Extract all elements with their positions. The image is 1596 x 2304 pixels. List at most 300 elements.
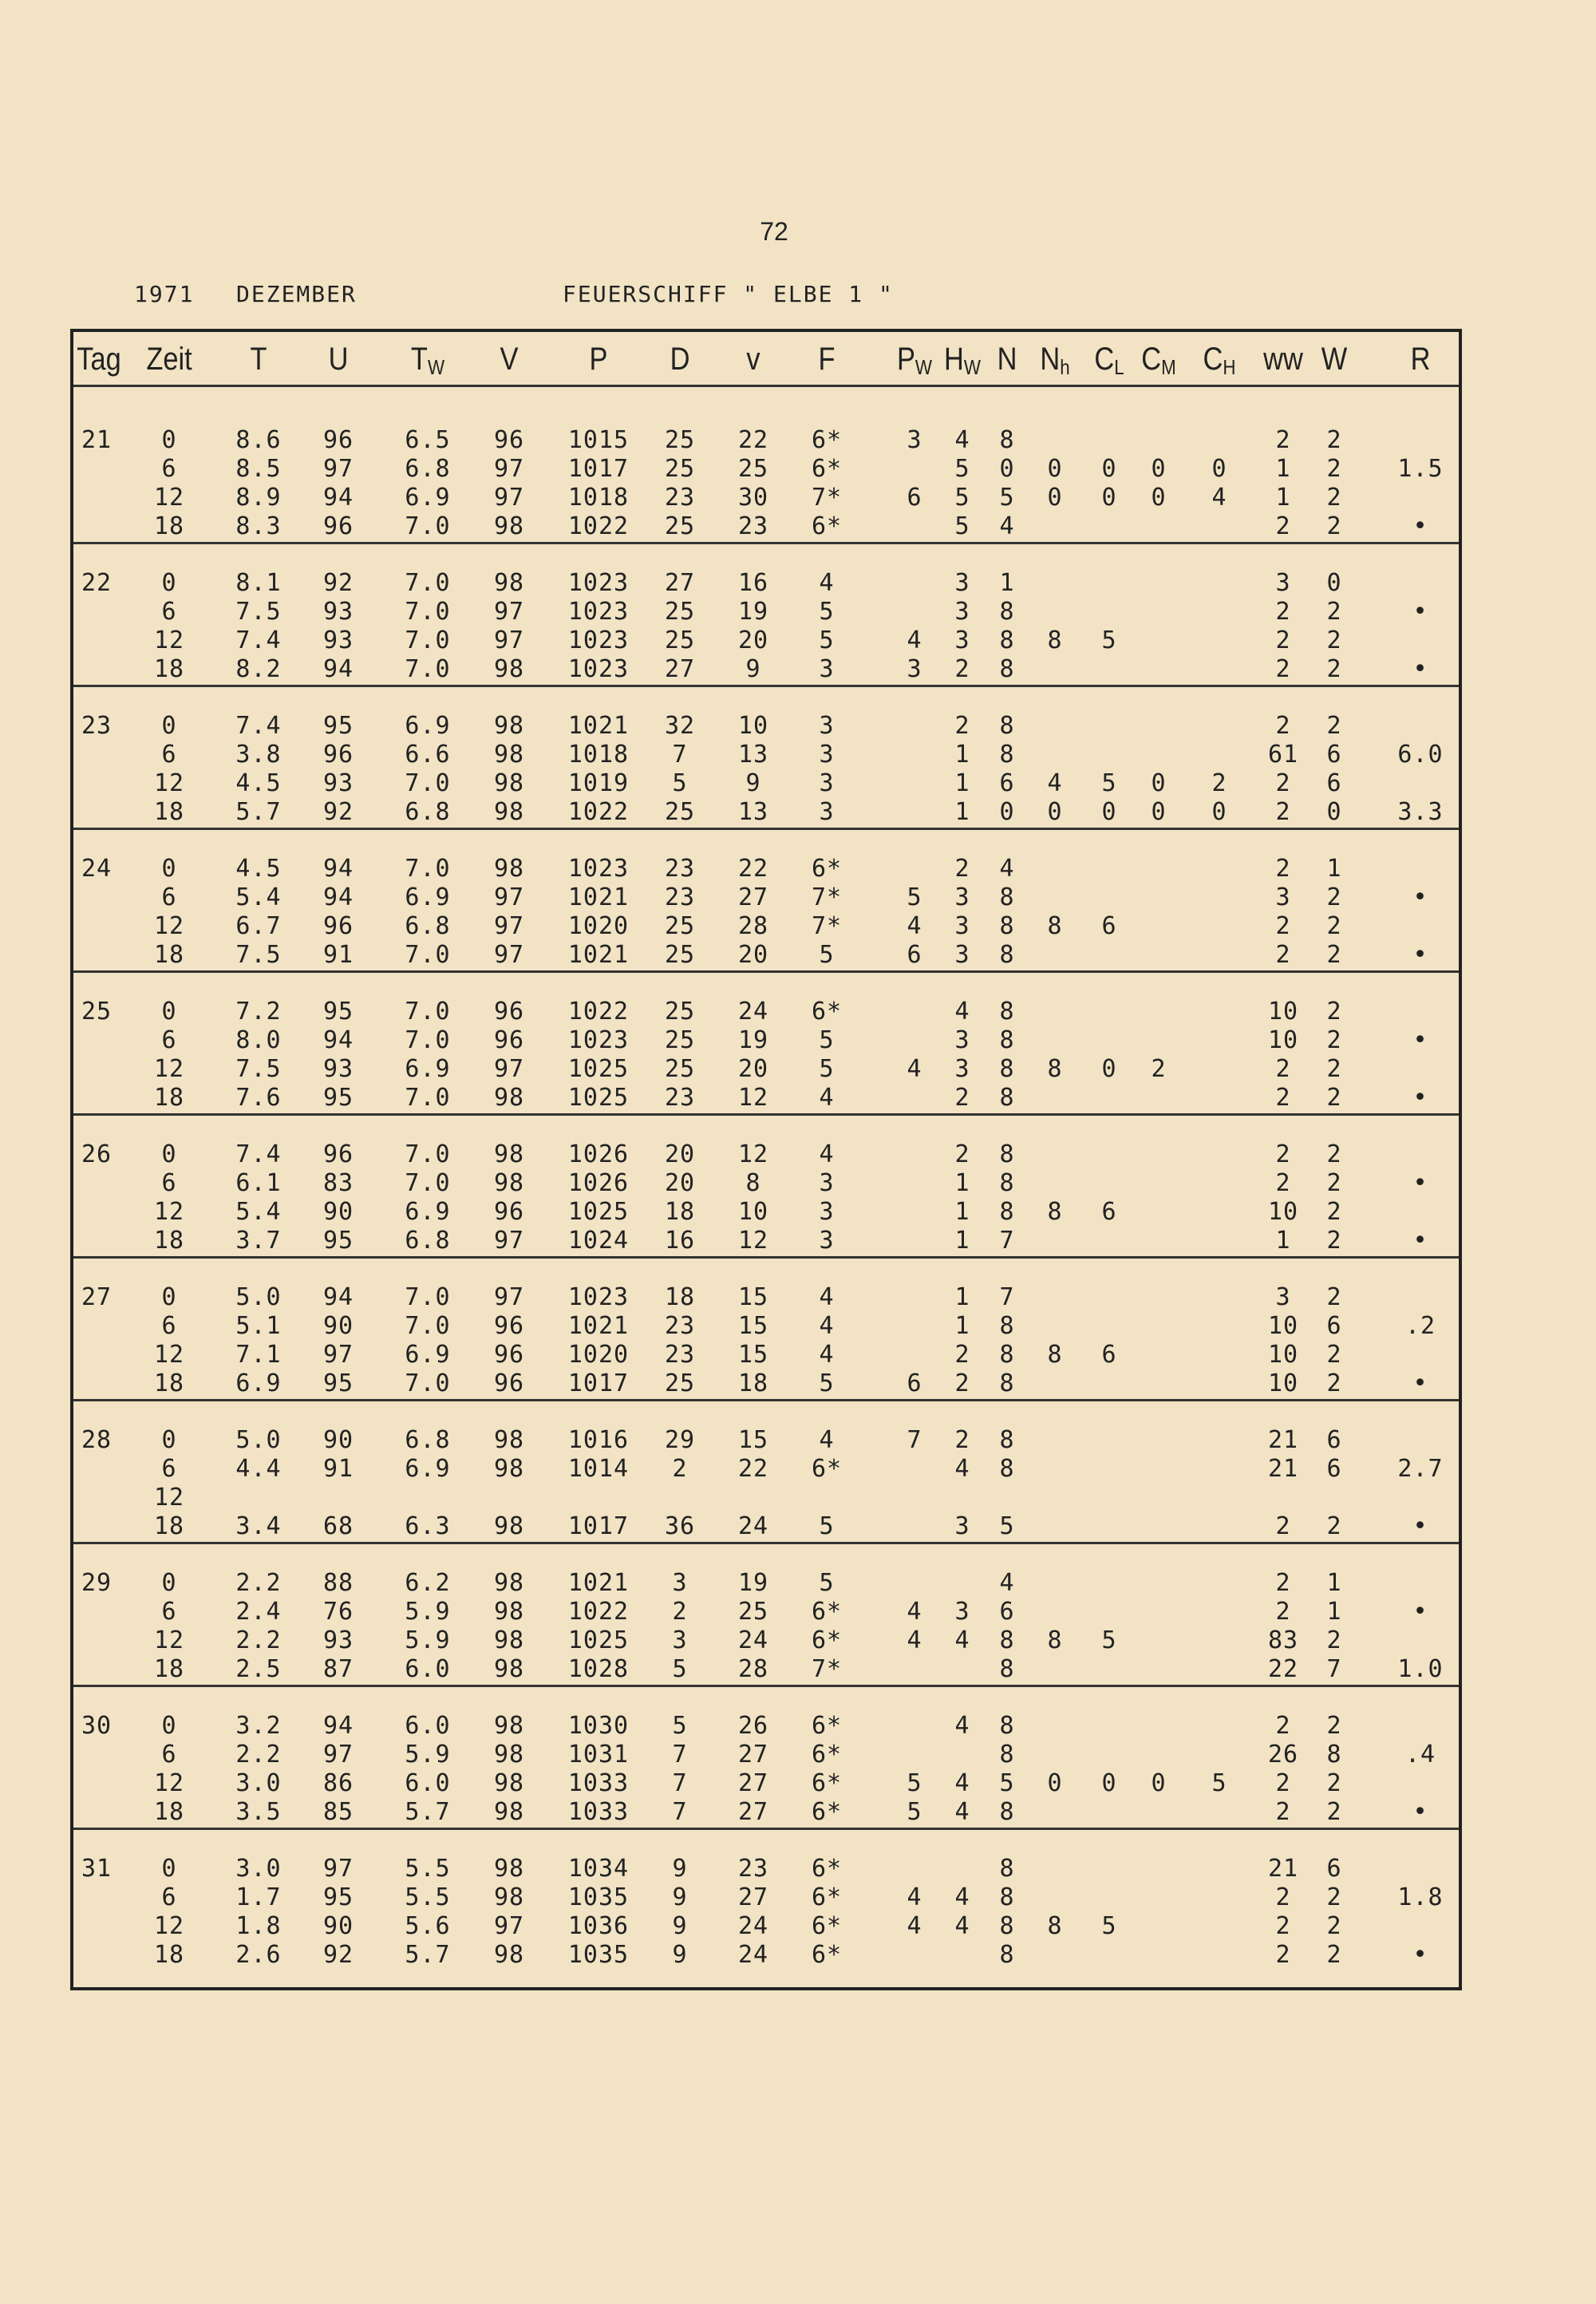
table-cell-u: 95 bbox=[322, 712, 354, 740]
table-cell-zeit: 12 bbox=[153, 1626, 185, 1654]
table-cell-tw: 6.9 bbox=[405, 1055, 451, 1083]
day-separator bbox=[73, 542, 1459, 544]
table-cell-t: 8.6 bbox=[235, 426, 282, 454]
table-cell-zeit: 0 bbox=[161, 1855, 177, 1883]
table-cell-v: 98 bbox=[493, 1598, 525, 1626]
table-cell-pw: 4 bbox=[907, 1598, 922, 1626]
table-cell-n: 8 bbox=[999, 741, 1015, 769]
table-cell-u: 68 bbox=[322, 1512, 354, 1540]
table-cell-d: 20 bbox=[664, 1140, 696, 1168]
table-cell-ww: 2 bbox=[1275, 1140, 1291, 1168]
table-cell-f: 6* bbox=[811, 455, 843, 483]
table-cell-zeit: 6 bbox=[161, 1312, 177, 1340]
table-cell-tw: 7.0 bbox=[405, 1312, 451, 1340]
table-cell-r: • bbox=[1412, 1798, 1428, 1826]
table-cell-ww: 10 bbox=[1267, 1026, 1299, 1054]
table-cell-tw: 5.7 bbox=[405, 1941, 451, 1969]
table-cell-zeit: 6 bbox=[161, 741, 177, 769]
table-cell-tw: 5.9 bbox=[405, 1598, 451, 1626]
table-cell-d: 7 bbox=[672, 741, 688, 769]
table-cell-nh: 8 bbox=[1047, 912, 1063, 940]
table-cell-w: 6 bbox=[1326, 1426, 1342, 1454]
table-cell-d: 25 bbox=[664, 1026, 696, 1054]
table-cell-t: 2.4 bbox=[235, 1598, 282, 1626]
table-cell-cl: 0 bbox=[1101, 484, 1117, 512]
table-cell-zeit: 0 bbox=[161, 1283, 177, 1311]
table-cell-cl: 0 bbox=[1101, 798, 1117, 826]
table-cell-v-speed: 25 bbox=[737, 1598, 769, 1626]
table-cell-nh: 0 bbox=[1047, 484, 1063, 512]
table-cell-cl: 5 bbox=[1101, 1912, 1117, 1940]
column-header-u bbox=[304, 342, 373, 377]
day-tag: 28 bbox=[81, 1426, 113, 1454]
table-cell-pw: 4 bbox=[907, 1883, 922, 1911]
table-cell-v-speed: 27 bbox=[737, 1741, 769, 1769]
table-cell-n: 8 bbox=[999, 1941, 1015, 1969]
table-cell-d: 23 bbox=[664, 484, 696, 512]
table-cell-p: 1031 bbox=[567, 1741, 630, 1769]
table-cell-tw: 6.6 bbox=[405, 741, 451, 769]
table-cell-t: 7.4 bbox=[235, 626, 282, 654]
table-cell-u: 91 bbox=[322, 941, 354, 969]
table-cell-u: 93 bbox=[322, 1055, 354, 1083]
table-cell-ww: 2 bbox=[1275, 1084, 1291, 1112]
table-cell-f: 4 bbox=[819, 1084, 835, 1112]
table-cell-w: 2 bbox=[1326, 598, 1342, 626]
column-header-label: D bbox=[670, 342, 690, 377]
table-cell-v-speed: 19 bbox=[737, 1569, 769, 1597]
table-cell-hw: 1 bbox=[954, 741, 970, 769]
table-cell-p: 1021 bbox=[567, 712, 630, 740]
day-separator bbox=[73, 970, 1459, 973]
table-cell-u: 93 bbox=[322, 769, 354, 797]
table-cell-n: 8 bbox=[999, 912, 1015, 940]
table-cell-v-speed: 19 bbox=[737, 1026, 769, 1054]
table-cell-zeit: 18 bbox=[153, 798, 185, 826]
table-cell-tw: 6.2 bbox=[405, 1569, 451, 1597]
column-header-tw bbox=[393, 342, 462, 380]
table-cell-hw: 4 bbox=[954, 1455, 970, 1483]
table-cell-n: 8 bbox=[999, 883, 1015, 911]
table-cell-ww: 2 bbox=[1275, 1769, 1291, 1797]
table-cell-tw: 6.8 bbox=[405, 1227, 451, 1255]
table-cell-ww: 10 bbox=[1267, 1312, 1299, 1340]
table-cell-d: 2 bbox=[672, 1598, 688, 1626]
table-cell-cl: 0 bbox=[1101, 1769, 1117, 1797]
table-cell-hw: 1 bbox=[954, 1227, 970, 1255]
table-cell-f: 6* bbox=[811, 998, 843, 1026]
table-cell-u: 97 bbox=[322, 455, 354, 483]
table-cell-f: 6* bbox=[811, 855, 843, 883]
day-separator bbox=[73, 828, 1459, 830]
table-cell-p: 1028 bbox=[567, 1655, 630, 1683]
table-cell-v-speed: 18 bbox=[737, 1369, 769, 1397]
table-cell-n: 7 bbox=[999, 1283, 1015, 1311]
table-cell-t: 6.1 bbox=[235, 1169, 282, 1197]
table-cell-v-speed: 10 bbox=[737, 712, 769, 740]
table-cell-v: 98 bbox=[493, 1626, 525, 1654]
table-cell-v-speed: 24 bbox=[737, 1941, 769, 1969]
table-cell-nh: 8 bbox=[1047, 626, 1063, 654]
table-cell-v-speed: 26 bbox=[737, 1712, 769, 1740]
table-cell-hw: 4 bbox=[954, 426, 970, 454]
table-cell-n: 8 bbox=[999, 1084, 1015, 1112]
column-header-label: U bbox=[328, 342, 349, 377]
table-cell-t: 4.4 bbox=[235, 1455, 282, 1483]
table-cell-v: 96 bbox=[493, 426, 525, 454]
table-cell-d: 18 bbox=[664, 1283, 696, 1311]
table-cell-v-speed: 13 bbox=[737, 798, 769, 826]
table-cell-nh: 0 bbox=[1047, 1769, 1063, 1797]
day-tag: 26 bbox=[81, 1140, 113, 1168]
table-cell-hw: 2 bbox=[954, 1341, 970, 1369]
day-separator bbox=[73, 685, 1459, 687]
table-cell-w: 2 bbox=[1326, 1883, 1342, 1911]
table-cell-d: 5 bbox=[672, 1712, 688, 1740]
table-cell-t: 7.5 bbox=[235, 1055, 282, 1083]
table-cell-n: 4 bbox=[999, 855, 1015, 883]
table-cell-v: 98 bbox=[493, 512, 525, 540]
table-cell-u: 90 bbox=[322, 1912, 354, 1940]
table-cell-f: 5 bbox=[819, 598, 835, 626]
table-cell-n: 0 bbox=[999, 798, 1015, 826]
table-cell-hw: 5 bbox=[954, 484, 970, 512]
table-cell-zeit: 6 bbox=[161, 883, 177, 911]
table-cell-tw: 7.0 bbox=[405, 1084, 451, 1112]
table-cell-zeit: 18 bbox=[153, 1941, 185, 1969]
table-cell-zeit: 0 bbox=[161, 426, 177, 454]
column-header-subscript: W bbox=[915, 355, 933, 379]
table-cell-n: 8 bbox=[999, 1026, 1015, 1054]
table-cell-d: 3 bbox=[672, 1626, 688, 1654]
table-cell-w: 2 bbox=[1326, 712, 1342, 740]
table-cell-hw: 4 bbox=[954, 1798, 970, 1826]
column-header-p bbox=[564, 342, 633, 377]
table-cell-pw: 5 bbox=[907, 883, 922, 911]
table-cell-hw: 3 bbox=[954, 1055, 970, 1083]
column-header-label: H bbox=[944, 342, 964, 377]
table-cell-t: 7.4 bbox=[235, 1140, 282, 1168]
table-cell-w: 2 bbox=[1326, 1912, 1342, 1940]
table-cell-u: 76 bbox=[322, 1598, 354, 1626]
table-cell-p: 1014 bbox=[567, 1455, 630, 1483]
table-cell-n: 8 bbox=[999, 1198, 1015, 1226]
table-cell-d: 25 bbox=[664, 998, 696, 1026]
table-cell-p: 1018 bbox=[567, 484, 630, 512]
table-cell-n: 8 bbox=[999, 1169, 1015, 1197]
table-cell-w: 8 bbox=[1326, 1741, 1342, 1769]
table-cell-v-speed: 22 bbox=[737, 855, 769, 883]
table-cell-t: 7.5 bbox=[235, 598, 282, 626]
table-cell-v: 96 bbox=[493, 1312, 525, 1340]
table-cell-zeit: 6 bbox=[161, 1455, 177, 1483]
table-cell-n: 8 bbox=[999, 712, 1015, 740]
table-cell-f: 6* bbox=[811, 1912, 843, 1940]
table-cell-t: 7.1 bbox=[235, 1341, 282, 1369]
table-cell-p: 1025 bbox=[567, 1626, 630, 1654]
table-cell-d: 23 bbox=[664, 1084, 696, 1112]
table-cell-hw: 4 bbox=[954, 1883, 970, 1911]
header-ship: FEUERSCHIFF " ELBE 1 " bbox=[563, 281, 894, 307]
table-cell-ww: 2 bbox=[1275, 1512, 1291, 1540]
table-cell-p: 1017 bbox=[567, 1369, 630, 1397]
table-cell-tw: 5.5 bbox=[405, 1855, 451, 1883]
table-cell-r: 2.7 bbox=[1397, 1455, 1444, 1483]
table-cell-d: 23 bbox=[664, 855, 696, 883]
table-cell-hw: 2 bbox=[954, 1084, 970, 1112]
table-cell-n: 1 bbox=[999, 569, 1015, 597]
table-cell-p: 1025 bbox=[567, 1084, 630, 1112]
table-cell-u: 95 bbox=[322, 1227, 354, 1255]
table-cell-zeit: 12 bbox=[153, 1912, 185, 1940]
table-cell-ww: 1 bbox=[1275, 484, 1291, 512]
table-cell-p: 1026 bbox=[567, 1169, 630, 1197]
table-cell-w: 6 bbox=[1326, 1455, 1342, 1483]
table-cell-f: 5 bbox=[819, 626, 835, 654]
table-cell-u: 95 bbox=[322, 998, 354, 1026]
table-cell-t: 7.4 bbox=[235, 712, 282, 740]
table-cell-u: 95 bbox=[322, 1084, 354, 1112]
table-cell-t: 8.2 bbox=[235, 655, 282, 683]
table-cell-p: 1022 bbox=[567, 1598, 630, 1626]
table-cell-t: 2.2 bbox=[235, 1741, 282, 1769]
table-cell-f: 6* bbox=[811, 1769, 843, 1797]
table-cell-p: 1035 bbox=[567, 1941, 630, 1969]
table-cell-n: 8 bbox=[999, 1912, 1015, 1940]
table-cell-zeit: 6 bbox=[161, 1883, 177, 1911]
table-cell-pw: 6 bbox=[907, 484, 922, 512]
table-cell-t: 2.6 bbox=[235, 1941, 282, 1969]
day-separator bbox=[73, 1256, 1459, 1259]
table-cell-f: 6* bbox=[811, 1712, 843, 1740]
table-cell-cm: 0 bbox=[1151, 484, 1167, 512]
table-cell-w: 6 bbox=[1326, 769, 1342, 797]
table-cell-r: • bbox=[1412, 1941, 1428, 1969]
table-cell-n: 8 bbox=[999, 1312, 1015, 1340]
table-cell-zeit: 18 bbox=[153, 1655, 185, 1683]
table-cell-zeit: 12 bbox=[153, 484, 185, 512]
table-cell-r: • bbox=[1412, 1084, 1428, 1112]
table-cell-v-speed: 12 bbox=[737, 1084, 769, 1112]
table-cell-hw: 1 bbox=[954, 798, 970, 826]
table-cell-n: 8 bbox=[999, 426, 1015, 454]
table-cell-tw: 6.0 bbox=[405, 1655, 451, 1683]
table-cell-hw: 2 bbox=[954, 712, 970, 740]
table-cell-p: 1033 bbox=[567, 1798, 630, 1826]
table-cell-v: 98 bbox=[493, 1569, 525, 1597]
table-cell-v: 98 bbox=[493, 769, 525, 797]
table-cell-tw: 6.9 bbox=[405, 484, 451, 512]
table-cell-w: 2 bbox=[1326, 998, 1342, 1026]
column-header-label: C bbox=[1203, 342, 1223, 377]
table-cell-f: 5 bbox=[819, 1512, 835, 1540]
table-cell-d: 25 bbox=[664, 912, 696, 940]
table-cell-t: 3.0 bbox=[235, 1769, 282, 1797]
table-cell-r: .4 bbox=[1404, 1741, 1436, 1769]
table-cell-f: 6* bbox=[811, 1455, 843, 1483]
table-cell-v: 98 bbox=[493, 1712, 525, 1740]
table-cell-u: 96 bbox=[322, 1140, 354, 1168]
table-cell-w: 2 bbox=[1326, 1055, 1342, 1083]
table-cell-u: 91 bbox=[322, 1455, 354, 1483]
table-cell-v-speed: 15 bbox=[737, 1312, 769, 1340]
table-cell-v: 98 bbox=[493, 1169, 525, 1197]
table-cell-v: 98 bbox=[493, 1941, 525, 1969]
table-cell-zeit: 0 bbox=[161, 712, 177, 740]
table-cell-v: 98 bbox=[493, 1426, 525, 1454]
table-cell-r: 1.8 bbox=[1397, 1883, 1444, 1911]
table-cell-w: 1 bbox=[1326, 855, 1342, 883]
table-cell-ww: 2 bbox=[1275, 1169, 1291, 1197]
table-cell-w: 2 bbox=[1326, 1798, 1342, 1826]
table-cell-p: 1023 bbox=[567, 655, 630, 683]
table-cell-t: 5.0 bbox=[235, 1283, 282, 1311]
table-cell-v: 96 bbox=[493, 1026, 525, 1054]
table-cell-ww: 2 bbox=[1275, 1798, 1291, 1826]
table-cell-cl: 6 bbox=[1101, 912, 1117, 940]
table-cell-u: 85 bbox=[322, 1798, 354, 1826]
table-cell-f: 4 bbox=[819, 1140, 835, 1168]
table-cell-v-speed: 28 bbox=[737, 1655, 769, 1683]
column-header-label: N bbox=[1040, 342, 1061, 377]
table-cell-hw: 2 bbox=[954, 855, 970, 883]
table-cell-f: 5 bbox=[819, 1026, 835, 1054]
table-cell-u: 86 bbox=[322, 1769, 354, 1797]
table-cell-t: 4.5 bbox=[235, 769, 282, 797]
table-cell-f: 6* bbox=[811, 1855, 843, 1883]
table-cell-hw: 4 bbox=[954, 1912, 970, 1940]
table-cell-tw: 5.6 bbox=[405, 1912, 451, 1940]
table-cell-d: 9 bbox=[672, 1883, 688, 1911]
table-cell-n: 8 bbox=[999, 1883, 1015, 1911]
table-cell-tw: 6.0 bbox=[405, 1712, 451, 1740]
table-cell-ww: 21 bbox=[1267, 1455, 1299, 1483]
day-separator bbox=[73, 1113, 1459, 1116]
table-cell-t: 3.7 bbox=[235, 1227, 282, 1255]
table-cell-pw: 5 bbox=[907, 1769, 922, 1797]
table-cell-ww: 61 bbox=[1267, 741, 1299, 769]
table-cell-ww: 1 bbox=[1275, 1227, 1291, 1255]
table-cell-v: 97 bbox=[493, 626, 525, 654]
table-cell-u: 95 bbox=[322, 1883, 354, 1911]
table-cell-ww: 2 bbox=[1275, 1912, 1291, 1940]
table-cell-d: 9 bbox=[672, 1912, 688, 1940]
table-cell-n: 8 bbox=[999, 1140, 1015, 1168]
table-cell-v-speed: 9 bbox=[745, 769, 761, 797]
table-cell-tw: 7.0 bbox=[405, 655, 451, 683]
table-cell-d: 25 bbox=[664, 798, 696, 826]
table-cell-hw: 4 bbox=[954, 1769, 970, 1797]
table-cell-f: 5 bbox=[819, 1369, 835, 1397]
table-cell-n: 8 bbox=[999, 1712, 1015, 1740]
table-cell-d: 25 bbox=[664, 626, 696, 654]
table-cell-p: 1022 bbox=[567, 512, 630, 540]
table-cell-ww: 10 bbox=[1267, 1341, 1299, 1369]
table-cell-v: 98 bbox=[493, 798, 525, 826]
table-cell-v-speed: 27 bbox=[737, 1798, 769, 1826]
column-header-label: T bbox=[250, 342, 267, 377]
table-cell-n: 8 bbox=[999, 1055, 1015, 1083]
table-cell-d: 25 bbox=[664, 1369, 696, 1397]
table-cell-w: 2 bbox=[1326, 626, 1342, 654]
table-cell-p: 1017 bbox=[567, 1512, 630, 1540]
table-cell-w: 2 bbox=[1326, 1712, 1342, 1740]
table-cell-ww: 10 bbox=[1267, 1198, 1299, 1226]
table-cell-v: 96 bbox=[493, 1369, 525, 1397]
table-cell-t: 7.5 bbox=[235, 941, 282, 969]
column-header-subscript: H bbox=[1223, 355, 1236, 379]
table-cell-hw: 3 bbox=[954, 1598, 970, 1626]
table-cell-zeit: 18 bbox=[153, 1369, 185, 1397]
table-cell-p: 1024 bbox=[567, 1227, 630, 1255]
table-cell-v: 98 bbox=[493, 741, 525, 769]
table-cell-v-speed: 24 bbox=[737, 1512, 769, 1540]
table-cell-d: 18 bbox=[664, 1198, 696, 1226]
table-cell-p: 1035 bbox=[567, 1883, 630, 1911]
day-tag: 31 bbox=[81, 1855, 113, 1883]
table-cell-u: 93 bbox=[322, 1626, 354, 1654]
table-cell-t: 2.2 bbox=[235, 1626, 282, 1654]
table-cell-n: 8 bbox=[999, 998, 1015, 1026]
column-header-w bbox=[1300, 342, 1369, 377]
table-cell-w: 2 bbox=[1326, 883, 1342, 911]
table-cell-r: • bbox=[1412, 512, 1428, 540]
table-cell-tw: 7.0 bbox=[405, 1369, 451, 1397]
table-cell-f: 3 bbox=[819, 798, 835, 826]
table-cell-v: 97 bbox=[493, 1227, 525, 1255]
table-cell-d: 16 bbox=[664, 1227, 696, 1255]
table-cell-ch: 2 bbox=[1211, 769, 1227, 797]
table-cell-pw: 5 bbox=[907, 1798, 922, 1826]
table-cell-n: 8 bbox=[999, 1741, 1015, 1769]
table-cell-tw: 6.0 bbox=[405, 1769, 451, 1797]
column-header-label: F bbox=[818, 342, 836, 377]
table-cell-w: 0 bbox=[1326, 798, 1342, 826]
table-cell-tw: 6.3 bbox=[405, 1512, 451, 1540]
table-cell-d: 9 bbox=[672, 1855, 688, 1883]
table-cell-p: 1021 bbox=[567, 941, 630, 969]
table-cell-zeit: 0 bbox=[161, 998, 177, 1026]
table-cell-v: 98 bbox=[493, 855, 525, 883]
column-header-label: ww bbox=[1263, 342, 1303, 377]
table-cell-hw: 4 bbox=[954, 1712, 970, 1740]
column-header-subscript: W bbox=[963, 355, 981, 379]
table-cell-n: 8 bbox=[999, 626, 1015, 654]
table-cell-t: 6.9 bbox=[235, 1369, 282, 1397]
table-cell-v-speed: 20 bbox=[737, 626, 769, 654]
table-cell-u: 96 bbox=[322, 512, 354, 540]
table-cell-p: 1034 bbox=[567, 1855, 630, 1883]
table-cell-t: 7.2 bbox=[235, 998, 282, 1026]
table-cell-v-speed: 8 bbox=[745, 1169, 761, 1197]
table-cell-p: 1018 bbox=[567, 741, 630, 769]
table-cell-t: 1.7 bbox=[235, 1883, 282, 1911]
table-cell-u: 94 bbox=[322, 1712, 354, 1740]
table-cell-v-speed: 9 bbox=[745, 655, 761, 683]
table-cell-zeit: 12 bbox=[153, 1484, 185, 1512]
table-cell-n: 6 bbox=[999, 1598, 1015, 1626]
table-cell-v-speed: 28 bbox=[737, 912, 769, 940]
table-cell-n: 8 bbox=[999, 598, 1015, 626]
table-cell-pw: 4 bbox=[907, 1912, 922, 1940]
table-cell-v: 98 bbox=[493, 1084, 525, 1112]
table-cell-d: 9 bbox=[672, 1941, 688, 1969]
table-cell-f: 4 bbox=[819, 1312, 835, 1340]
table-cell-f: 5 bbox=[819, 1055, 835, 1083]
table-cell-tw: 7.0 bbox=[405, 1140, 451, 1168]
table-cell-v-speed: 25 bbox=[737, 455, 769, 483]
table-cell-u: 92 bbox=[322, 1941, 354, 1969]
